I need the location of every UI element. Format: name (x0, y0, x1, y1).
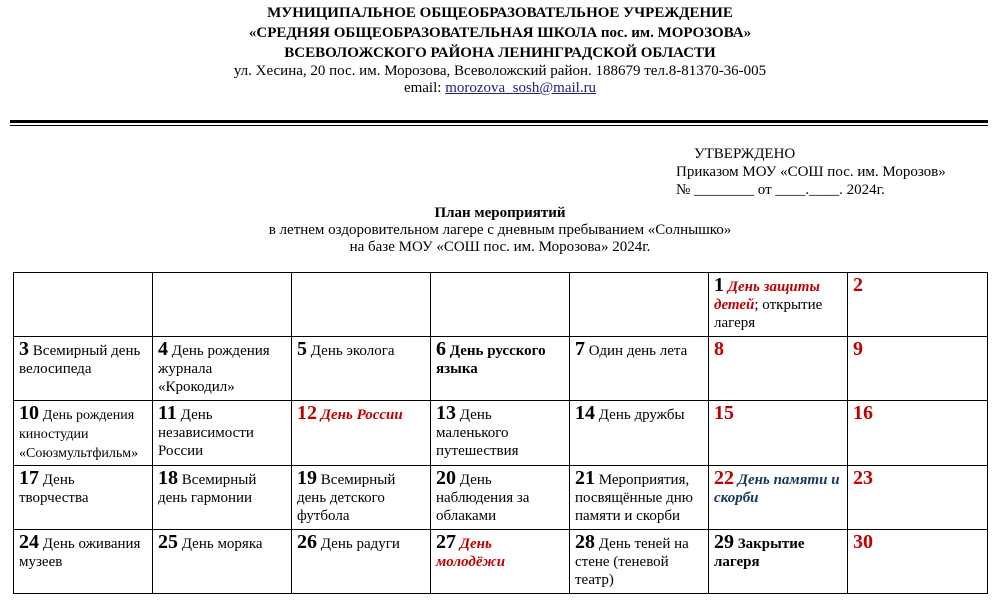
day-event-highlight: День России (320, 407, 403, 423)
header-line-3: ВСЕВОЛОЖСКОГО РАЙОНА ЛЕНИНГРАДСКОЙ ОБЛАСТИ (284, 45, 716, 61)
day-number: 30 (853, 531, 873, 553)
calendar-cell-day-12 (292, 401, 431, 466)
day-number: 15 (714, 402, 734, 424)
day-number: 24 (19, 531, 39, 553)
approval-block (676, 145, 946, 199)
calendar-cell-day-8 (709, 337, 848, 401)
calendar-cell-day-5 (292, 337, 431, 401)
day-number: 14 (575, 402, 595, 424)
school-header (0, 3, 1000, 97)
day-number: 27 (436, 531, 456, 553)
day-number: 10 (19, 402, 39, 424)
calendar-table (13, 272, 988, 594)
day-number: 6 (436, 338, 446, 360)
day-event: День дружбы (598, 407, 685, 423)
calendar-cell-empty (14, 273, 153, 337)
plan-subtitle-2: на базе МОУ «СОШ пос. им. Морозова» 2024г. (349, 239, 651, 255)
calendar-cell-day-9 (848, 337, 988, 401)
day-event-highlight: День защиты детей (714, 279, 820, 313)
calendar-row (14, 273, 988, 337)
day-number: 26 (297, 531, 317, 553)
approval-number-line: № ________ от ____.____. 2024г. (676, 182, 885, 198)
day-event: Всемирный день гармонии (158, 472, 257, 506)
day-number: 7 (575, 338, 585, 360)
calendar-cell-day-18 (153, 466, 292, 530)
calendar-cell-day-28 (570, 530, 709, 594)
day-event: Мероприятия, посвящённые дню памяти и скорби (575, 472, 693, 524)
day-number: 19 (297, 467, 317, 489)
calendar-cell-day-7 (570, 337, 709, 401)
calendar-row (14, 337, 988, 401)
header-divider-thin (10, 125, 988, 126)
calendar-row (14, 401, 988, 466)
day-event-highlight: День молодёжи (436, 536, 506, 570)
approval-title: УТВЕРЖДЕНО (694, 146, 796, 162)
day-event: День русского языка (436, 343, 546, 377)
calendar-cell-empty (431, 273, 570, 337)
day-number: 28 (575, 531, 595, 553)
day-event: День независимости России (158, 407, 254, 459)
approval-order: Приказом МОУ «СОШ пос. им. Морозов» (676, 164, 946, 180)
day-number: 25 (158, 531, 178, 553)
calendar-cell-day-24 (14, 530, 153, 594)
day-number: 18 (158, 467, 178, 489)
calendar-cell-day-21 (570, 466, 709, 530)
calendar-cell-day-4 (153, 337, 292, 401)
day-event: День творчества (19, 472, 89, 506)
day-event: День рождения киностудии «Союзмультфильм» (19, 408, 139, 461)
email-label: email: (403, 80, 446, 96)
day-number: 23 (853, 467, 873, 489)
calendar-cell-day-25 (153, 530, 292, 594)
day-event: Закрытие лагеря (714, 536, 805, 570)
calendar-cell-day-20 (431, 466, 570, 530)
calendar-cell-day-16 (848, 401, 988, 466)
calendar-row (14, 530, 988, 594)
header-divider-thick (10, 120, 988, 123)
calendar-cell-empty (153, 273, 292, 337)
day-event: День теней на стене (теневой театр) (575, 536, 689, 588)
day-number: 9 (853, 338, 863, 360)
calendar-cell-empty (570, 273, 709, 337)
day-number: 1 (714, 274, 724, 296)
day-number: 8 (714, 338, 724, 360)
day-number: 16 (853, 402, 873, 424)
calendar-cell-day-23 (848, 466, 988, 530)
calendar-cell-day-10 (14, 401, 153, 466)
plan-heading (0, 205, 1000, 256)
day-number: 2 (853, 274, 863, 296)
day-number: 13 (436, 402, 456, 424)
day-event: День рождения журнала «Крокодил» (158, 343, 270, 395)
calendar-cell-day-22 (709, 466, 848, 530)
day-number: 20 (436, 467, 456, 489)
calendar-cell-day-13 (431, 401, 570, 466)
calendar-cell-day-17 (14, 466, 153, 530)
day-event: День наблюдения за облаками (436, 472, 530, 524)
header-email-line (0, 80, 1000, 97)
day-event: Всемирный день велосипеда (19, 343, 141, 377)
day-event: День эколога (310, 343, 395, 359)
plan-title: План мероприятий (434, 205, 566, 221)
calendar-cell-day-6 (431, 337, 570, 401)
day-event: День моряка (181, 536, 263, 552)
day-number: 12 (297, 402, 317, 424)
header-address: ул. Хесина, 20 пос. им. Морозова, Всеволожский район. 188679 тел.8-81370-36-005 (233, 63, 767, 79)
day-event: ; открытие лагеря (714, 297, 823, 331)
calendar-cell-day-14 (570, 401, 709, 466)
calendar-cell-day-11 (153, 401, 292, 466)
calendar-cell-empty (292, 273, 431, 337)
day-event: День оживания музеев (19, 536, 141, 570)
header-line-2: «СРЕДНЯЯ ОБЩЕОБРАЗОВАТЕЛЬНАЯ ШКОЛА пос. им. МОРОЗОВА» (248, 25, 752, 41)
email-link[interactable]: morozova_sosh@mail.ru (445, 80, 597, 96)
plan-subtitle-1: в летнем оздоровительном лагере с дневным пребыванием «Солнышко» (268, 222, 732, 238)
calendar-cell-day-3 (14, 337, 153, 401)
day-event: День маленького путешествия (436, 407, 519, 459)
day-number: 22 (714, 467, 734, 489)
day-number: 4 (158, 338, 168, 360)
calendar-cell-day-19 (292, 466, 431, 530)
day-number: 5 (297, 338, 307, 360)
day-number: 29 (714, 531, 734, 553)
calendar-cell-day-27 (431, 530, 570, 594)
day-event: Один день лета (588, 343, 688, 359)
calendar-cell-day-15 (709, 401, 848, 466)
day-number: 21 (575, 467, 595, 489)
calendar-cell-day-1 (709, 273, 848, 337)
day-number: 11 (158, 402, 177, 424)
day-number: 3 (19, 338, 29, 360)
calendar-cell-day-26 (292, 530, 431, 594)
calendar-row (14, 466, 988, 530)
day-event: День радуги (320, 536, 400, 552)
calendar-cell-day-30 (848, 530, 988, 594)
day-event-highlight: День памяти и скорби (714, 472, 840, 506)
day-number: 17 (19, 467, 39, 489)
day-event: Всемирный день детского футбола (297, 472, 396, 524)
calendar-cell-day-2 (848, 273, 988, 337)
calendar-cell-day-29 (709, 530, 848, 594)
header-line-1: МУНИЦИПАЛЬНОЕ ОБЩЕОБРАЗОВАТЕЛЬНОЕ УЧРЕЖДЕНИЕ (267, 5, 733, 21)
